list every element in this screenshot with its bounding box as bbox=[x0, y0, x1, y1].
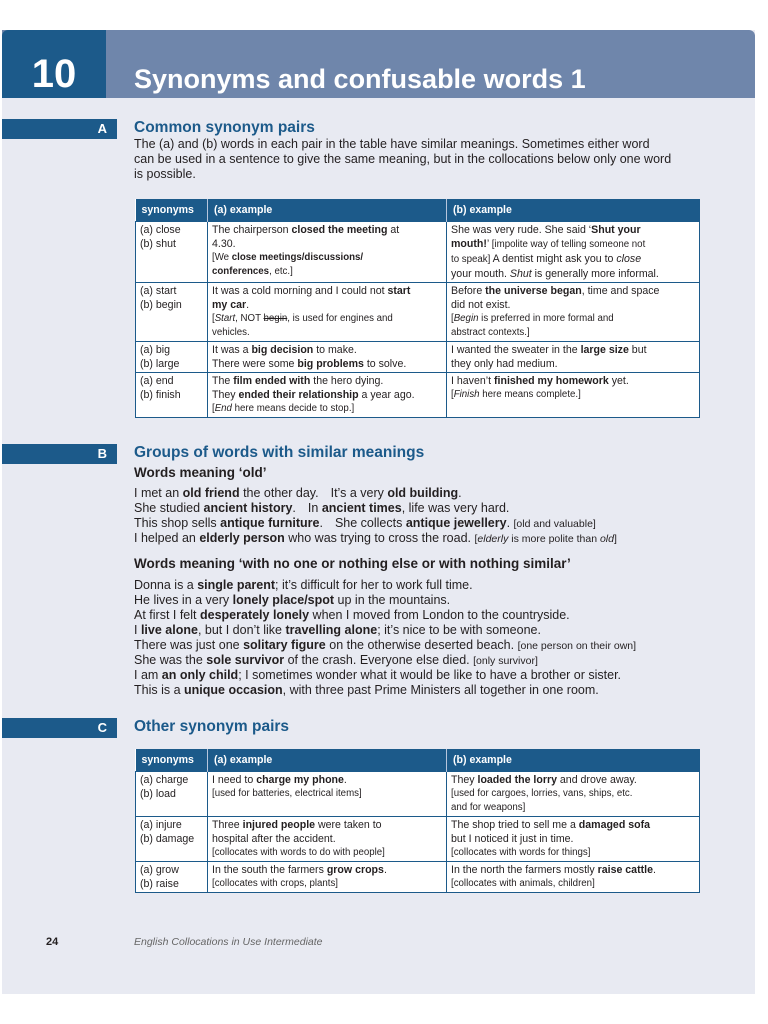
synonym-cell: (a) end (b) finish bbox=[136, 373, 208, 418]
section-b-title: Groups of words with similar meanings bbox=[134, 444, 425, 461]
header-example-b: (b) example bbox=[447, 749, 700, 772]
intro-line: can be used in a sentence to give the same meaning, but in the collocations below only one word bbox=[134, 152, 672, 166]
section-c-title: Other synonym pairs bbox=[134, 718, 290, 735]
example-line: This shop sells antique furniture. She collects antique jewellery. [old and valuable] bbox=[134, 516, 596, 530]
example-a-cell: Three injured people were taken to hospital after the accident. [collocates with words to do with people] bbox=[208, 817, 447, 862]
subheading-old: Words meaning ‘old’ bbox=[134, 465, 267, 480]
book-title: English Collocations in Use Intermediate bbox=[134, 936, 323, 948]
table-row bbox=[136, 373, 700, 418]
table-row bbox=[136, 283, 700, 342]
example-b-cell: The shop tried to sell me a damaged sofa but I noticed it just in time. [collocates with words for things] bbox=[447, 817, 700, 862]
table-row bbox=[136, 772, 700, 817]
synonym-cell: (a) grow (b) raise bbox=[136, 862, 208, 893]
example-b-cell: I wanted the sweater in the large size but they only had medium. bbox=[447, 342, 700, 373]
example-b-cell: They loaded the lorry and drove away. [used for cargoes, lorries, vans, ships, etc. and for weapons] bbox=[447, 772, 700, 817]
example-line: Donna is a single parent; it’s difficult for her to work full time. bbox=[134, 578, 473, 592]
table-row bbox=[136, 862, 700, 893]
table-header-row bbox=[136, 199, 700, 222]
synonym-cell: (a) injure (b) damage bbox=[136, 817, 208, 862]
example-line: She was the sole survivor of the crash. Everyone else died. [only survivor] bbox=[134, 653, 538, 667]
example-a-cell: It was a cold morning and I could not start my car. [Start, NOT begin, is used for engines and vehicles. bbox=[208, 283, 447, 342]
section-a-title: Common synonym pairs bbox=[134, 119, 315, 136]
example-b-cell: She was very rude. She said ‘Shut your mouth!’ [impolite way of telling someone not to speak] A dentist might ask you to close your mouth. Shut is generally more informal. bbox=[447, 222, 700, 283]
unit-number: 10 bbox=[31, 52, 77, 96]
synonym-table-a bbox=[135, 199, 700, 418]
example-a-cell: In the south the farmers grow crops. [collocates with crops, plants] bbox=[208, 862, 447, 893]
header-example-a: (a) example bbox=[208, 749, 447, 772]
header-synonyms: synonyms bbox=[136, 749, 208, 772]
example-a-cell: It was a big decision to make. There were some big problems to solve. bbox=[208, 342, 447, 373]
table-row bbox=[136, 817, 700, 862]
table-row bbox=[136, 222, 700, 283]
examples-old bbox=[134, 486, 617, 546]
section-a-intro bbox=[134, 137, 684, 182]
synonym-cell: (a) close (b) shut bbox=[136, 222, 208, 283]
intro-line: The (a) and (b) words in each pair in the table have similar meanings. Sometimes either word bbox=[134, 137, 650, 151]
synonym-cell: (a) charge (b) load bbox=[136, 772, 208, 817]
synonym-cell: (a) big (b) large bbox=[136, 342, 208, 373]
example-line: I helped an elderly person who was trying to cross the road. [elderly is more polite than old] bbox=[134, 531, 617, 545]
example-a-cell: I need to charge my phone. [used for batteries, electrical items] bbox=[208, 772, 447, 817]
example-b-cell: Before the universe began, time and space did not exist. [Begin is preferred in more formal and abstract contexts.] bbox=[447, 283, 700, 342]
header-example-a: (a) example bbox=[208, 199, 447, 222]
section-c-tab: C bbox=[2, 718, 117, 738]
unit-number-box bbox=[2, 30, 106, 98]
subheading-alone: Words meaning ‘with no one or nothing else or with nothing similar’ bbox=[134, 556, 571, 571]
example-b-cell: In the north the farmers mostly raise cattle. [collocates with animals, children] bbox=[447, 862, 700, 893]
section-b-tab: B bbox=[2, 444, 117, 464]
synonym-cell: (a) start (b) begin bbox=[136, 283, 208, 342]
table-header-row bbox=[136, 749, 700, 772]
example-line: I live alone, but I don’t like travelling alone; it’s nice to be with someone. bbox=[134, 623, 541, 637]
example-line: He lives in a very lonely place/spot up in the mountains. bbox=[134, 593, 451, 607]
table-row bbox=[136, 342, 700, 373]
header-example-b: (b) example bbox=[447, 199, 700, 222]
unit-title: Synonyms and confusable words 1 bbox=[134, 64, 586, 94]
example-a-cell: The film ended with the hero dying. They ended their relationship a year ago. [End here means decide to stop.] bbox=[208, 373, 447, 418]
section-a-tab: A bbox=[2, 119, 117, 139]
example-line: She studied ancient history. In ancient times, life was very hard. bbox=[134, 501, 510, 515]
examples-alone bbox=[134, 578, 636, 698]
header-synonyms: synonyms bbox=[136, 199, 208, 222]
intro-line: is possible. bbox=[134, 167, 196, 181]
page-number: 24 bbox=[46, 936, 59, 948]
example-line: There was just one solitary figure on the otherwise deserted beach. [one person on their own] bbox=[134, 638, 637, 652]
example-line: At first I felt desperately lonely when I moved from London to the countryside. bbox=[134, 608, 570, 622]
example-a-cell: The chairperson closed the meeting at 4.30. [We close meetings/discussions/ conferences, etc.] bbox=[208, 222, 447, 283]
example-line: I met an old friend the other day. It’s a very old building. bbox=[134, 486, 462, 500]
synonym-table-c bbox=[135, 749, 700, 893]
example-line: This is a unique occasion, with three past Prime Ministers all together in one room. bbox=[134, 683, 599, 697]
example-b-cell: I haven’t finished my homework yet. [Finish here means complete.] bbox=[447, 373, 700, 418]
example-line: I am an only child; I sometimes wonder what it would be like to have a brother or sister. bbox=[134, 668, 622, 682]
